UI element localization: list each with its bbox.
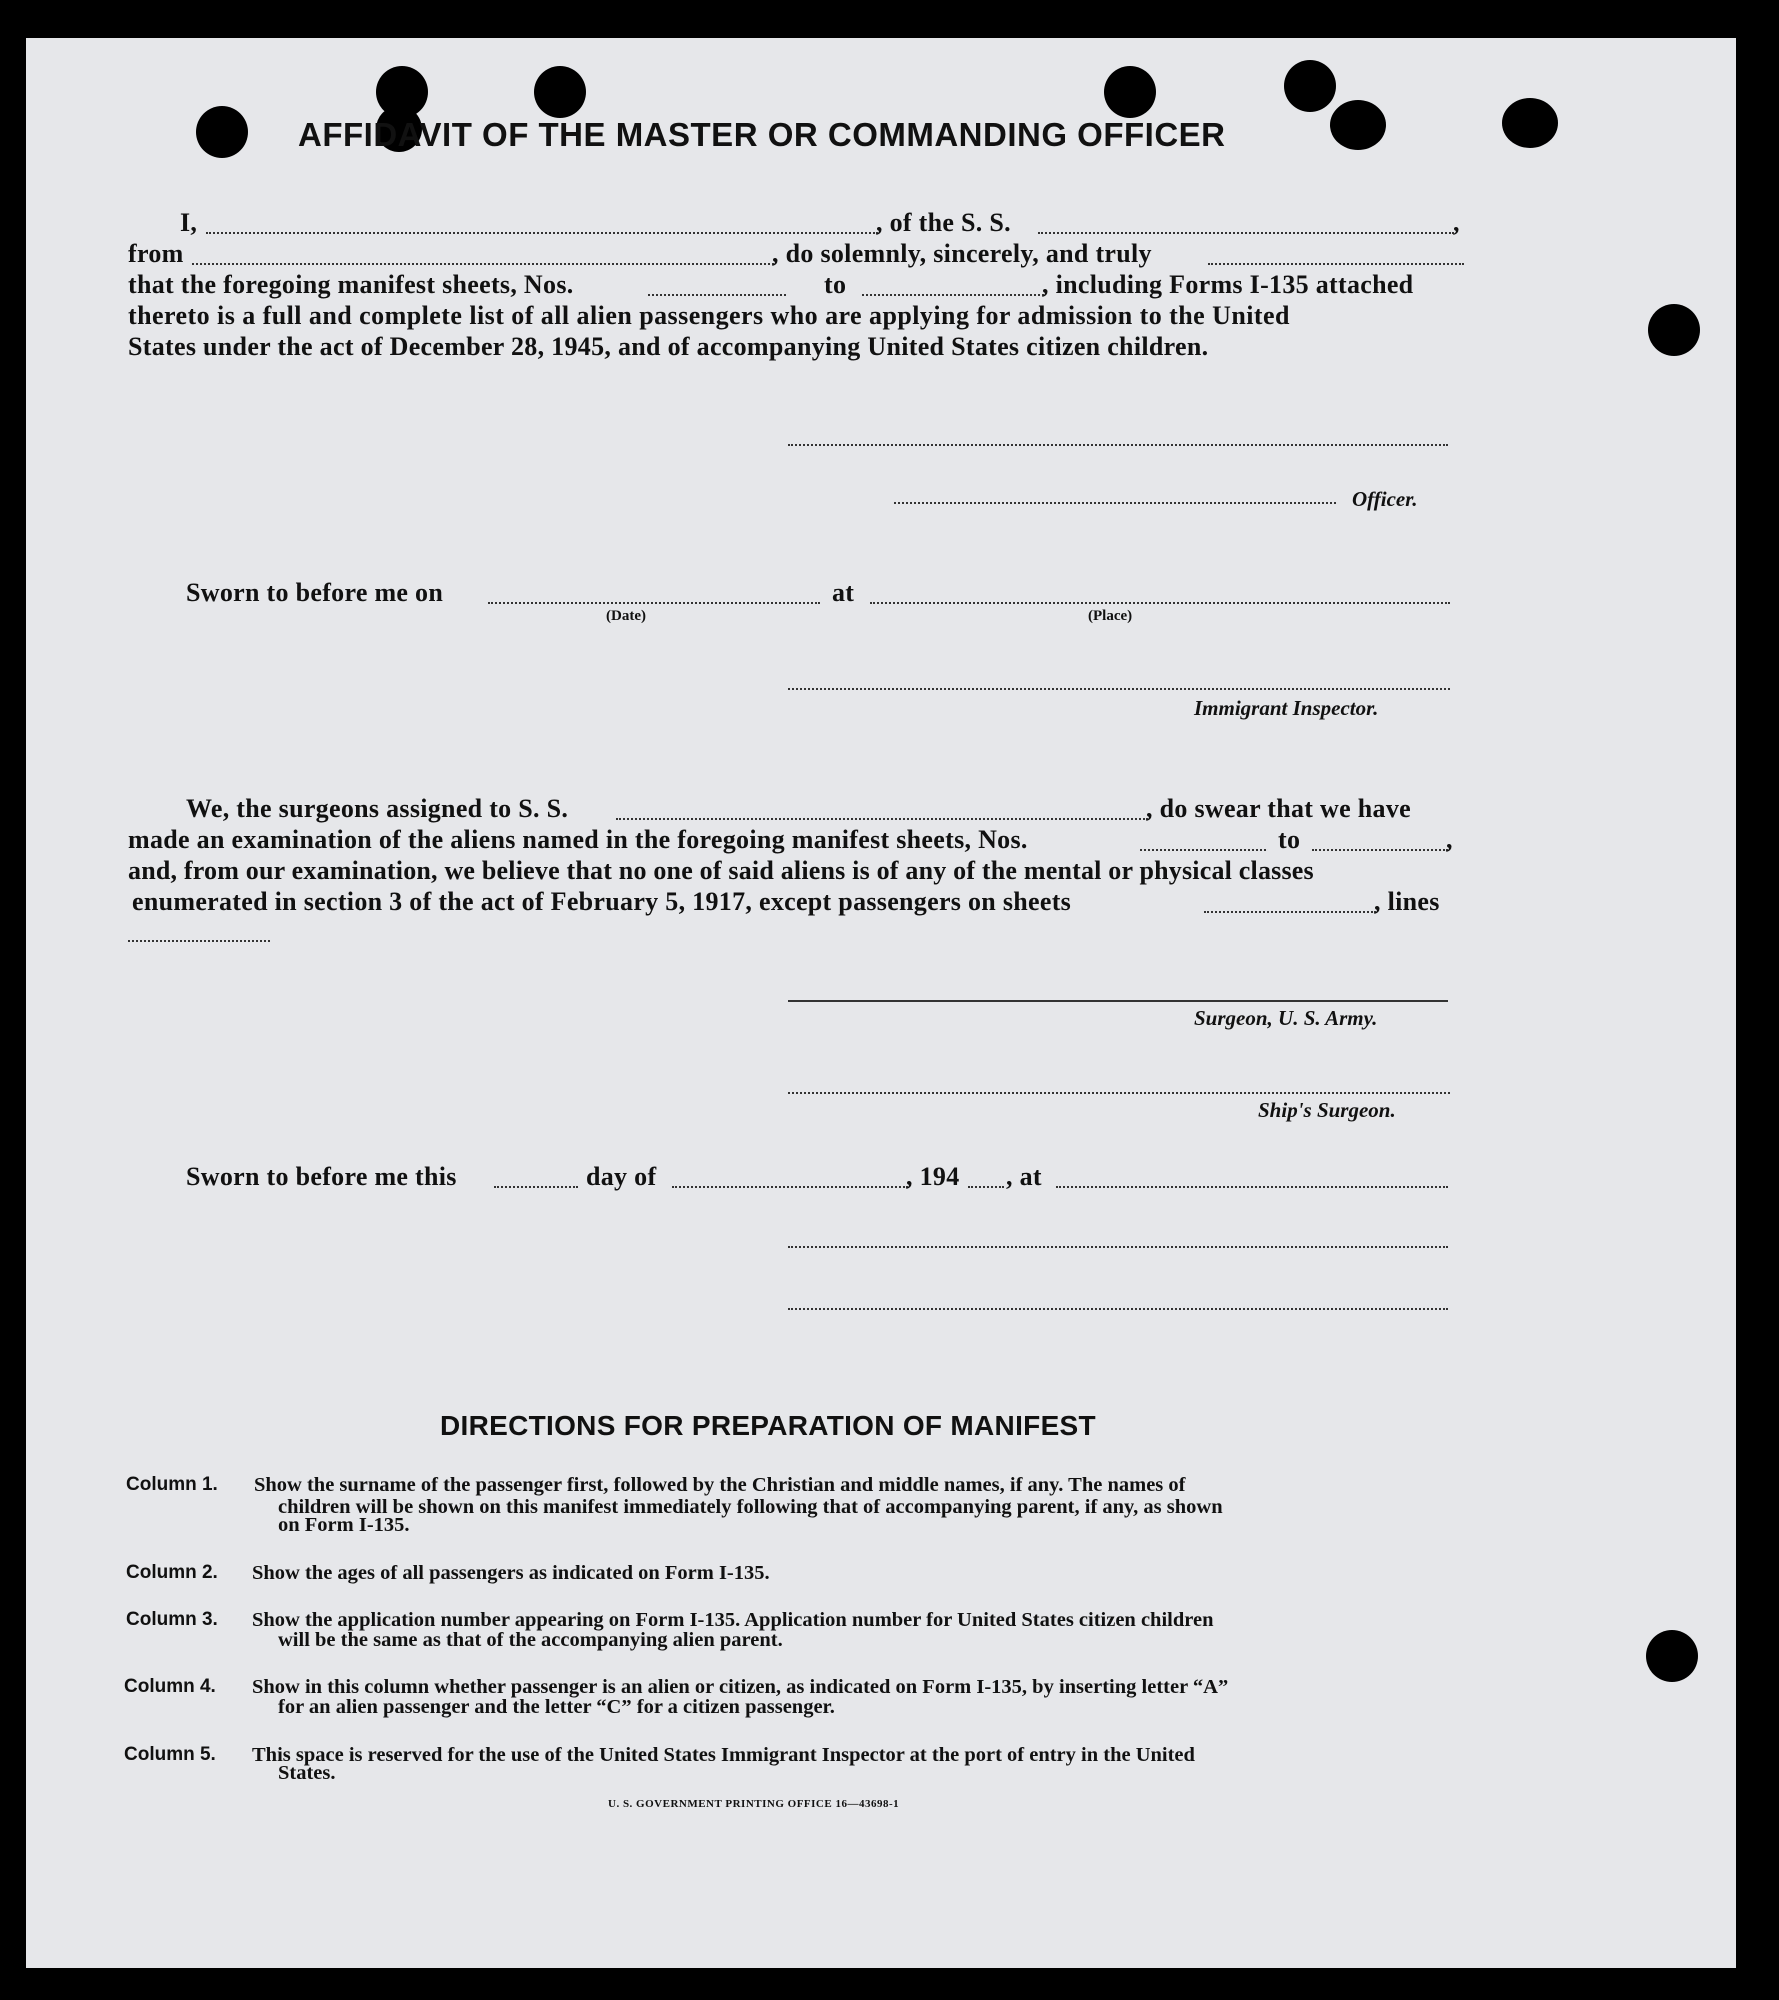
affidavit-swear: , do solemnly, sincerely, and truly — [772, 239, 1152, 268]
sworn-month-field[interactable] — [672, 1186, 908, 1188]
column-label: Column 2. — [126, 1562, 218, 1583]
surgeons-assigned-text: We, the surgeons assigned to S. S. — [186, 794, 569, 823]
punch-hole — [1646, 1630, 1698, 1682]
sheet-from-field[interactable] — [648, 294, 786, 296]
master-signature-line[interactable] — [788, 444, 1448, 446]
directions-title: DIRECTIONS FOR PREPARATION OF MANIFEST — [440, 1410, 1096, 1441]
ship-name-field[interactable] — [1038, 232, 1454, 234]
surgeons-to: to — [1278, 825, 1301, 854]
punch-hole — [196, 106, 248, 158]
affidavit-line4: thereto is a full and complete list of all alien passengers who are applying for admission to the United — [128, 301, 1290, 330]
surgeons-sheet-to-field[interactable] — [1312, 849, 1448, 851]
printing-office-footer: U. S. GOVERNMENT PRINTING OFFICE 16—43698-1 — [608, 1798, 900, 1810]
column-label: Column 1. — [126, 1474, 218, 1495]
inspector2-title-line[interactable] — [788, 1308, 1448, 1310]
ship-surgeon-signature-line[interactable] — [788, 1092, 1450, 1094]
column-text-line: Show the ages of all passengers as indicated on Form I-135. — [252, 1562, 770, 1584]
column-text-line: Show the application number appearing on Form I-135. Application number for United States citizen children — [252, 1609, 1214, 1631]
column-label: Column 5. — [124, 1744, 216, 1765]
surgeons-line3: and, from our examination, we believe that no one of said aliens is of any of the mental or physical classes — [128, 856, 1314, 885]
punch-hole — [1648, 304, 1700, 356]
affidavit-forms-text: , including Forms I-135 attached — [1042, 270, 1414, 299]
affidavit-to: to — [824, 270, 847, 299]
affidavit-i: I, — [180, 208, 198, 237]
master-name-field[interactable] — [206, 232, 878, 234]
army-surgeon-signature-line[interactable] — [788, 1000, 1448, 1002]
form-title: AFFIDAVIT OF THE MASTER OR COMMANDING OFFICER — [298, 116, 1226, 153]
sworn-at-text: at — [832, 578, 855, 607]
place-caption: (Place) — [1088, 608, 1133, 624]
immigrant-inspector-label: Immigrant Inspector. — [1194, 696, 1379, 720]
army-surgeon-label: Surgeon, U. S. Army. — [1194, 1006, 1378, 1030]
sworn-this-text: Sworn to before me this — [186, 1162, 457, 1191]
sworn-on-text: Sworn to before me on — [186, 578, 444, 607]
sworn2-place-field[interactable] — [1056, 1186, 1448, 1188]
form-page — [26, 38, 1736, 1968]
surgeons-sheet-from-field[interactable] — [1140, 849, 1266, 851]
column-label: Column 3. — [126, 1609, 218, 1630]
sworn-date-field[interactable] — [488, 602, 820, 604]
surgeons-examination-text: made an examination of the aliens named in the foregoing manifest sheets, Nos. — [128, 825, 1028, 854]
inspector-signature-line[interactable] — [788, 688, 1450, 690]
sworn-day-field[interactable] — [494, 1186, 578, 1188]
column-text-line: Show the surname of the passenger first, followed by the Christian and middle names, if any. The names of — [254, 1474, 1186, 1496]
surgeons-enumerated-text: enumerated in section 3 of the act of February 5, 1917, except passengers on sheets — [132, 887, 1072, 916]
sheet-to-field[interactable] — [862, 294, 1044, 296]
punch-hole — [534, 66, 586, 118]
surgeons-swear-text: , do swear that we have — [1146, 794, 1411, 823]
swear-field[interactable] — [1208, 263, 1464, 265]
punch-hole — [1284, 60, 1336, 112]
surgeons-sheets-field[interactable] — [1204, 911, 1376, 913]
punch-hole — [1330, 100, 1386, 150]
surgeons-lines-field[interactable] — [128, 940, 270, 942]
punch-hole — [1502, 98, 1558, 148]
sworn-year-text: , 194 — [906, 1162, 960, 1191]
officer-signature-line[interactable] — [894, 502, 1336, 504]
column-label: Column 4. — [124, 1676, 216, 1697]
column-text-line: children will be shown on this manifest immediately following that of accompanying parent, if any, as shown — [278, 1496, 1223, 1518]
date-caption: (Date) — [606, 608, 646, 624]
punch-hole — [1104, 66, 1156, 118]
affidavit-comma: , — [1453, 208, 1460, 237]
inspector2-signature-line[interactable] — [788, 1246, 1448, 1248]
sworn-day-of-text: day of — [586, 1162, 657, 1191]
column-text-line: This space is reserved for the use of the United States Immigrant Inspector at the port of entry in the United — [252, 1744, 1195, 1766]
column-text-line: Show in this column whether passenger is an alien or citizen, as indicated on Form I-135, by inserting letter “A” — [252, 1676, 1229, 1698]
column-text-line: will be the same as that of the accompanying alien parent. — [278, 1629, 783, 1651]
sworn-place-field[interactable] — [870, 602, 1450, 604]
from-port-field[interactable] — [192, 263, 774, 265]
column-text-line: for an alien passenger and the letter “C” for a citizen passenger. — [278, 1696, 835, 1718]
affidavit-line5: States under the act of December 28, 1945, and of accompanying United States citizen children. — [128, 332, 1209, 361]
ship-surgeon-label: Ship's Surgeon. — [1258, 1098, 1396, 1122]
affidavit-of-ship: , of the S. S. — [876, 208, 1011, 237]
affidavit-sheets-text: that the foregoing manifest sheets, Nos. — [128, 270, 574, 299]
sworn-year-field[interactable] — [968, 1186, 1004, 1188]
sworn2-at-text: , at — [1006, 1162, 1042, 1191]
surgeons-lines-text: , lines — [1374, 887, 1440, 916]
column-text-line: on Form I-135. — [278, 1514, 410, 1536]
surgeons-comma: , — [1446, 825, 1453, 854]
surgeons-ship-field[interactable] — [616, 818, 1148, 820]
officer-label: Officer. — [1352, 487, 1418, 511]
column-text-line: States. — [278, 1762, 336, 1784]
affidavit-from: from — [128, 239, 184, 268]
